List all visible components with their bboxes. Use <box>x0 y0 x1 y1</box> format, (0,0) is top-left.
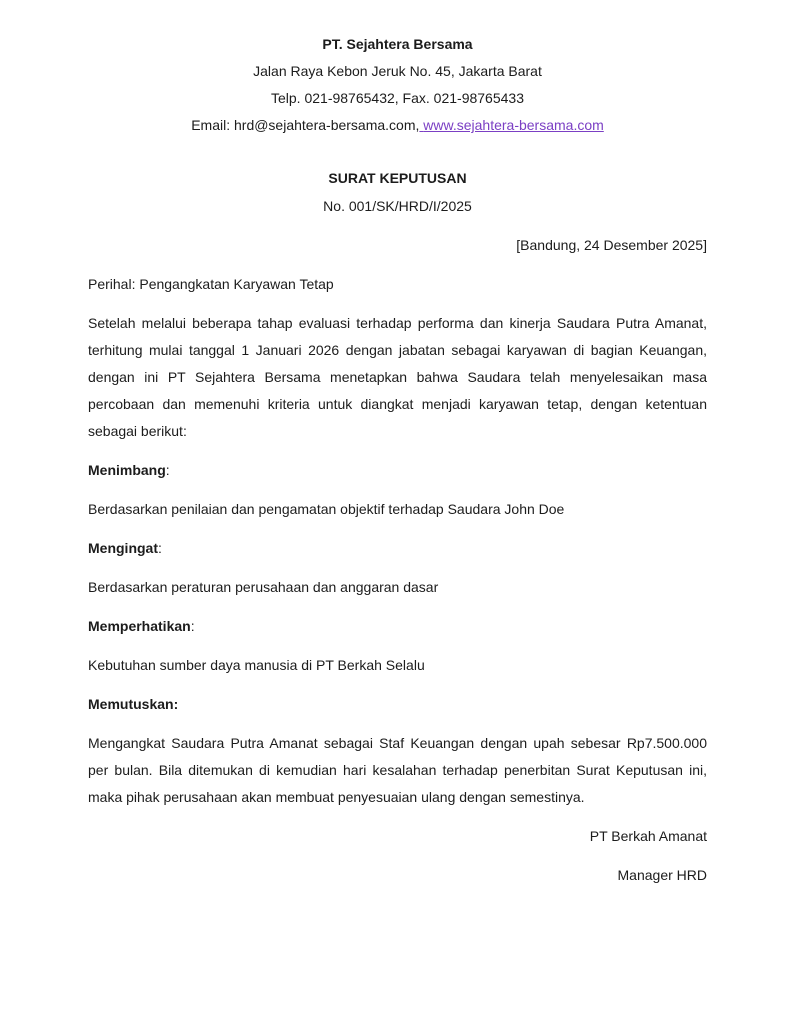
section-text-menimbang: Berdasarkan penilaian dan pengamatan objektif terhadap Saudara John Doe <box>88 501 565 517</box>
company-name: PT. Sejahtera Bersama <box>322 36 473 52</box>
section-heading-label: Mengingat <box>88 540 158 556</box>
website-link[interactable]: www.sejahtera-bersama.com <box>423 117 604 133</box>
section-text-memutuskan: Mengangkat Saudara Putra Amanat sebagai Staf Keuangan dengan upah sebesar Rp7.500.000 per bulan. Bila ditemukan di kemudian hari kesalahan terhadap penerbitan Surat Keputusan ini, maka pihak perusahaan akan membuat penyesuaian ulang dengan semestinya. <box>88 735 707 805</box>
date-line: [Bandung, 24 Desember 2025] <box>516 237 707 253</box>
section-heading-label: Memutuskan: <box>88 696 179 712</box>
section-text-memperhatikan: Kebutuhan sumber daya manusia di PT Berkah Selalu <box>88 657 425 673</box>
company-address: Jalan Raya Kebon Jeruk No. 45, Jakarta Barat <box>253 63 542 79</box>
letter-number: No. 001/SK/HRD/I/2025 <box>323 198 472 214</box>
section-heading-memperhatikan <box>88 613 707 640</box>
section-heading-suffix: : <box>158 540 162 556</box>
section-heading-memutuskan <box>88 691 707 718</box>
signature-company: PT Berkah Amanat <box>589 828 707 844</box>
letter-title: SURAT KEPUTUSAN <box>328 170 467 186</box>
section-heading-mengingat <box>88 535 707 562</box>
section-heading-label: Menimbang <box>88 462 166 478</box>
email-label: Email: hrd@sejahtera-bersama.com, <box>191 117 420 133</box>
company-email-line <box>88 112 707 139</box>
subject-line: Perihal: Pengangkatan Karyawan Tetap <box>88 276 334 292</box>
section-heading-label: Memperhatikan <box>88 618 191 634</box>
section-heading-suffix: : <box>165 462 170 478</box>
letter-title-block <box>88 164 707 220</box>
company-phone-fax: Telp. 021-98765432, Fax. 021-98765433 <box>271 90 524 106</box>
section-heading-suffix: : <box>190 618 195 634</box>
signature-block <box>88 823 707 889</box>
section-text-mengingat: Berdasarkan peraturan perusahaan dan anggaran dasar <box>88 579 439 595</box>
signature-role: Manager HRD <box>617 867 707 883</box>
letterhead <box>88 31 707 139</box>
opening-paragraph: Setelah melalui beberapa tahap evaluasi terhadap performa dan kinerja Saudara Putra Amanat, terhitung mulai tanggal 1 Januari 2026 dengan jabatan sebagai karyawan di bagian Keuangan, dengan ini PT Sejahtera Bersama menetapkan bahwa Saudara telah menyelesaikan masa percobaan dan memenuhi kriteria untuk diangkat menjadi karyawan tetap, dengan ketentuan sebagai berikut: <box>88 315 707 439</box>
section-heading-menimbang <box>88 457 707 484</box>
